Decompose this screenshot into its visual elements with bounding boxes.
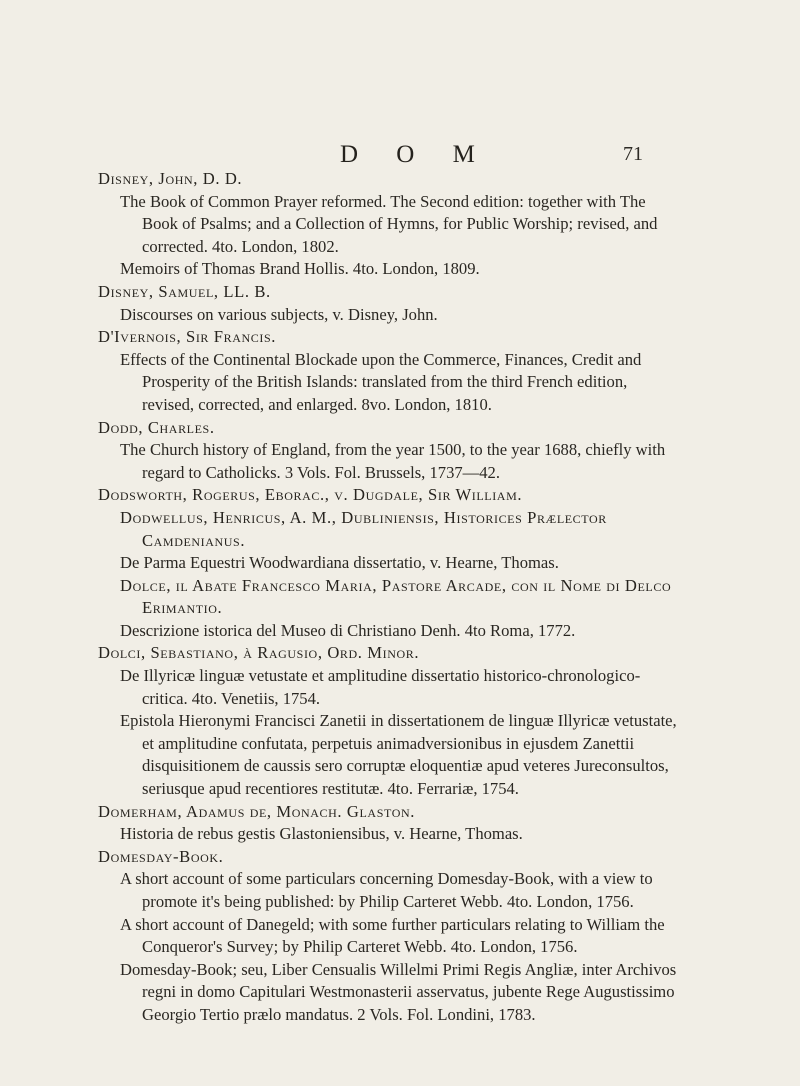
entry-item: A short account of Danegeld; with some further particulars relating to William the Conqueror's Survey; by Philip Carteret Webb. 4to. London, 1756. xyxy=(120,914,665,957)
entry-heading: Disney, Samuel, LL. B. xyxy=(98,281,271,301)
entry-item: Descrizione istorica del Museo di Christiano Denh. 4to Roma, 1772. xyxy=(120,620,576,640)
entry-heading: Disney, John, D. D. xyxy=(98,169,243,188)
entry-heading: Domerham, Adamus de, Monach. Glaston. xyxy=(98,801,415,821)
page-number: 71 xyxy=(623,143,643,165)
entry-item: The Church history of England, from the year 1500, to the year 1688, chiefly with regard to Catholicks. 3 Vols. Fol. Brussels, 1737—42. xyxy=(120,440,666,482)
entry-heading: Dodwellus, Henricus, A. M., Dubliniensis, Historices Prælector Camdenianus. xyxy=(120,507,607,550)
entry-item: A short account of some particulars concerning Domesday-Book, with a view to promote it's being published: by Philip Carteret Webb. 4to. London, 1756. xyxy=(120,869,653,911)
entry-item: De Illyricæ linguæ vetustate et amplitudine dissertatio historico-chronologico-critica. 4to. Venetiis, 1754. xyxy=(120,666,641,708)
entry-item: Domesday-Book; seu, Liber Censualis Willelmi Primi Regis Angliæ, inter Archivos regni in domo Capitulari Westmonasterii asservatus, jubente Rege Augustissimo Georgio Tertio prælo mandatus. 2 Vols. Fol. Londini, 1783. xyxy=(120,959,677,1024)
entry-item: De Parma Equestri Woodwardiana dissertatio, v. Hearne, Thomas. xyxy=(120,553,559,573)
entry-heading: D'Ivernois, Sir Francis. xyxy=(98,327,276,347)
entry-heading: Dolci, Sebastiano, à Ragusio, Ord. Minor. xyxy=(98,643,420,663)
entry-heading: Dolce, il Abate Francesco Maria, Pastore Arcade, con il Nome di Delco Erimantio. xyxy=(120,575,672,618)
running-head: D O M xyxy=(340,141,491,168)
entry-heading: Dodd, Charles. xyxy=(98,417,215,437)
entry-item: Discourses on various subjects, v. Disney, John. xyxy=(120,304,438,324)
entry-item: Historia de rebus gestis Glastoniensibus, v. Hearne, Thomas. xyxy=(120,824,523,844)
page-header xyxy=(0,141,800,171)
entry-item: Memoirs of Thomas Brand Hollis. 4to. London, 1809. xyxy=(120,259,480,279)
entry-heading: Domesday-Book. xyxy=(98,846,224,866)
entry-item: Effects of the Continental Blockade upon the Commerce, Finances, Credit and Prosperity of the British Islands: translated from the third French edition, revised, corrected, and enlarged. 8vo. London, 1810. xyxy=(120,349,642,414)
entry-item: Epistola Hieronymi Francisci Zanetii in dissertationem de linguæ Illyricæ vetustate, et amplitudine confutata, perpetuis animadversionibus in ejusdem Zanettii disquisitionem de caussis sero corruptæ eloquentiæ apud veteres Jureconsultos, seriusque apud recentiores restitutæ. 4to. Ferrariæ, 1754. xyxy=(120,711,677,799)
catalogue-entries xyxy=(98,168,678,1027)
entry-heading: Dodsworth, Rogerus, Eborac., v. Dugdale, Sir William. xyxy=(98,485,523,505)
entry-item: The Book of Common Prayer reformed. The Second edition: together with The Book of Psalms; and a Collection of Hymns, for Public Worship; revised, and corrected. 4to. London, 1802. xyxy=(120,191,658,256)
